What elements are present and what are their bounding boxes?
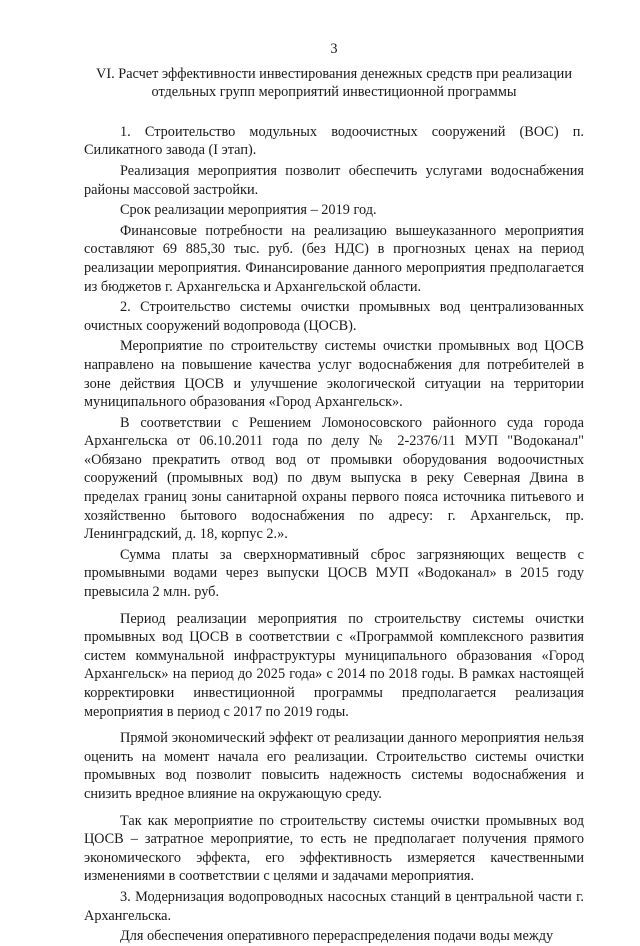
- paragraph: Срок реализации мероприятия – 2019 год.: [120, 202, 377, 219]
- paragraph: В соответствии с Решением Ломоносовского районного суда города Архангельска от 06.10.2011 года по делу № 2-2376/11 МУП "Водоканал" «Обязано прекратить отвод вод от промывки оборудования водоочистных сооружений (промывных вод) по двум выпуска в реку Северная Двина в пределах границ зоны санитарной охраны первого пояса источника питьевого и хозяйственно бытового водоснабжения по адресу: г. Архангельск, пр. Ленинградский, д. 18, корпус 2.».: [84, 414, 584, 543]
- paragraph: 3. Модернизация водопроводных насосных станций в центральной части г. Архангельска.: [84, 888, 584, 924]
- paragraph: 1. Строительство модульных водоочистных сооружений (ВОС) п. Силикатного завода (I этап).: [84, 123, 584, 159]
- section-title: VI. Расчет эффективности инвестирования денежных средств при реализации отдельных групп мероприятий инвестиционной программы: [96, 65, 572, 101]
- paragraph: Так как мероприятие по строительству системы очистки промывных вод ЦОСВ – затратное мероприятие, то есть не предполагает получения прямого экономического эффекта, его эффективность измеряется качественными изменениями в соответствии с целями и задачами мероприятия.: [84, 812, 584, 885]
- paragraph: Реализация мероприятия позволит обеспечить услугами водоснабжения районы массовой застройки.: [84, 162, 584, 198]
- paragraph: Финансовые потребности на реализацию вышеуказанного мероприятия составляют 69 885,30 тыс. руб. (без НДС) в прогнозных ценах на период реализации мероприятия. Финансирование данного мероприятия предполагается из бюджетов г. Архангельска и Архангельской области.: [84, 222, 584, 295]
- page-number: 3: [330, 41, 338, 57]
- paragraph: 2. Строительство системы очистки промывных вод централизованных очистных сооружений водопровода (ЦОСВ).: [84, 299, 584, 334]
- paragraph: Мероприятие по строительству системы очистки промывных вод ЦОСВ направлено на повышение качества услуг водоснабжения для потребителей в зоне действия ЦОСВ и улучшение экологической ситуации на территории муниципального образования «Город Архангельск».: [84, 338, 584, 411]
- paragraph: Прямой экономический эффект от реализации данного мероприятия нельзя оценить на момент начала его реализации. Строительство системы очистки промывных вод позволит повысить надежность системы водоснабжения и снизить вредное влияние на окружающую среду.: [84, 730, 584, 802]
- paragraph: Для обеспечения оперативного перераспределения подачи воды между: [120, 928, 554, 945]
- paragraph: Период реализации мероприятия по строительству системы очистки промывных вод ЦОСВ в соответствии с «Программой комплексного развития систем коммунальной инфраструктуры муниципального образования «Город Архангельск» на период до 2025 года» с 2014 по 2018 годы. В рамках настоящей корректировки инвестиционной программы предполагается реализация мероприятия в период с 2017 по 2019 годы.: [84, 610, 584, 720]
- paragraph: Сумма платы за сверхнормативный сброс загрязняющих веществ с промывными водами через выпуски ЦОСВ МУП «Водоканал» в 2015 году превысила 2 млн. руб.: [84, 546, 584, 601]
